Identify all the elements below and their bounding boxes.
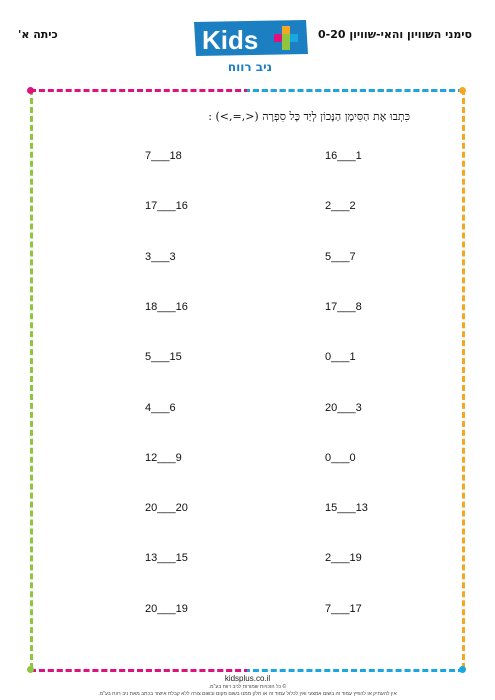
exercise-item[interactable]: 0___0 <box>325 451 356 464</box>
exercise-item[interactable]: 2___2 <box>325 200 356 213</box>
logo-brand-text: Kids <box>202 25 259 55</box>
frame-left-border <box>30 89 33 669</box>
exercise-item[interactable]: 0___1 <box>325 351 356 364</box>
exercise-item[interactable]: 20___20 <box>145 502 188 515</box>
exercise-item[interactable]: 17___16 <box>145 200 188 213</box>
exercise-item[interactable]: 3___3 <box>145 250 176 263</box>
exercise-item[interactable]: 15___13 <box>325 502 368 515</box>
exercise-item[interactable]: 5___15 <box>145 351 182 364</box>
exercise-item[interactable]: 7___17 <box>325 602 362 615</box>
grade-label: כיתה א' <box>18 28 58 41</box>
exercise-item[interactable]: 5___7 <box>325 250 356 263</box>
exercise-item[interactable]: 4___6 <box>145 401 176 414</box>
instructions: כִּתְבוּ אֶת הַסִּימָן הַנָּכוֹן לְיַד כָּל סִפְרָה (<,=,>) : <box>208 110 410 123</box>
footer-site[interactable]: kidsplus.co.il <box>224 674 271 683</box>
frame-corner-dot <box>459 87 466 94</box>
exercise-item[interactable]: 20___19 <box>145 602 188 615</box>
frame-corner-dot <box>27 87 34 94</box>
frame-corner-dot <box>459 666 466 673</box>
frame-corner-dot <box>27 666 34 673</box>
footer-copyright: © כל הזכויות שמורות לניב רווח בע"מ. <box>208 684 287 690</box>
kids-logo <box>188 18 312 76</box>
exercise-item[interactable]: 16___1 <box>325 150 362 162</box>
exercise-item[interactable]: 18___16 <box>145 300 188 313</box>
frame-right-border <box>462 89 465 669</box>
exercise-item[interactable]: 13___15 <box>145 552 188 565</box>
exercise-item[interactable]: 7___18 <box>145 150 182 162</box>
footer-legal: אין להעתיק או להפיץ עמוד זה בשום אמצעי ואין לכלול עמוד זה או חלק ממנו בשום מקום ובשום צורה ללא קבלת אישור בכתב מאת ניב רווח בע"מ. <box>98 691 397 697</box>
exercise-item[interactable]: 2___19 <box>325 552 362 565</box>
worksheet-title: סימני השוויון והאי-שוויון 0-20 <box>318 28 472 41</box>
exercise-item[interactable]: 17___8 <box>325 300 362 313</box>
exercise-item[interactable]: 12___9 <box>145 451 182 464</box>
exercise-item[interactable]: 20___3 <box>325 401 362 414</box>
logo-sub-text: ניב רווח <box>227 60 273 74</box>
